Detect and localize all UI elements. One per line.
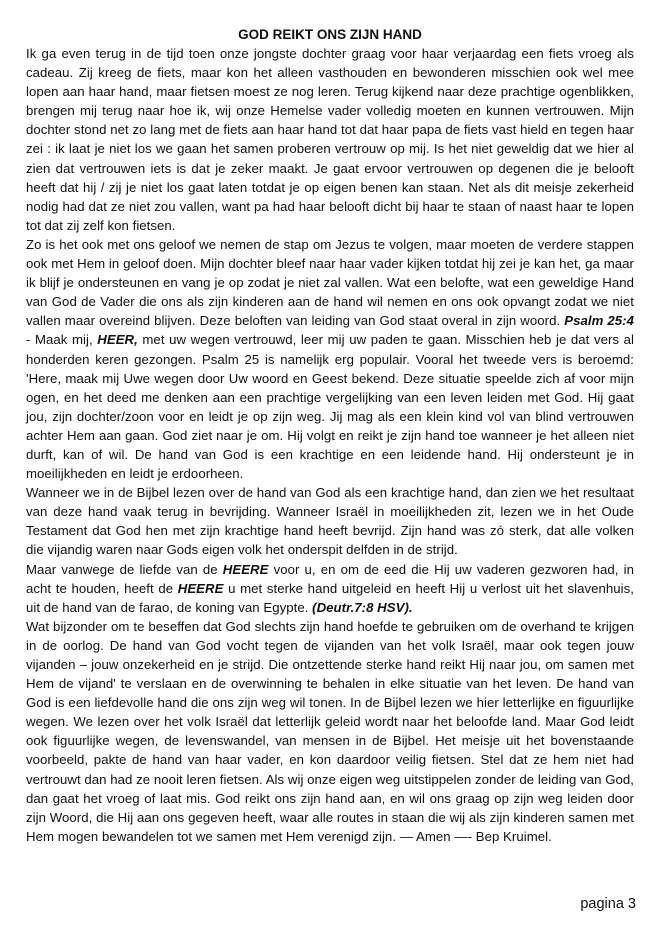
paragraph [26,617,634,846]
page-number: pagina 3 [580,896,636,912]
paragraph-text: voor u, en om de eed die Hij uw vaderen gezworen had, in acht te houden, heeft de [26,561,634,596]
paragraph-text: Wat bijzonder om te beseffen dat God slechts zijn hand hoefde te gebruiken om de overhand te krijgen in de oorlog. De hand van God vocht tegen de vijanden van het volk Israël, maar ook tegen jouw vijanden – jouw onzekerheid en je strijd. Die ontzettende sterke hand reikt Hij naar jou, om samen met Hem de vijand' te verslaan en de overwinning te behalen in elke situatie van het leven. De hand van God is een liefdevolle hand die ons zijn weg wil tonen. In de Bijbel lezen we hier letterlijke en figuurlijke wegen. We lezen over het volk Israël dat letterlijk geleid wordt naar het beloofde land. Maar God leidt ook figuurlijke wegen, de levenswandel, van mensen in de Bijbel. Het meisje uit het bovenstaande voorbeeld, pakte de hand van haar vader, en kon daardoor veilig fietsen. Stel dat ze hem niet had vertrouwt dan had ze nooit leren fietsen. Als wij onze eigen weg uitstippelen zonder de leiding van God, dan gaat het vroeg of laat mis. God reikt ons zijn hand aan, en wil ons graag op zijn weg leiden door zijn Woord, die Hij aan ons gegeven heeft, waar alle routes in staan die wij als zijn kinderen samen met Hem mogen bewandelen tot we samen met Hem verenigd zijn. — Amen —- Bep Kruimel. [26,618,634,844]
paragraph [26,560,634,617]
emphasis-text: HEERE [222,561,269,577]
emphasis-text: HEER, [97,332,138,348]
emphasis-text: (Deutr.7:8 HSV). [312,599,413,615]
paragraph [26,44,634,235]
paragraph-text: met uw wegen vertrouwd, leer mij uw paden te gaan. Misschien heb je dat vers al honderden keren gezongen. Psalm 25 is namelijk erg populair. Vooral het tweede vers is beroemd: 'Here, maak mij Uwe wegen door Uw woord en Geest bekend. Deze situatie speelde zich af voor mijn ogen, en het deed me denken aan een prachtige vergelijking van een leven leiden met God. Hij gaat jou, zijn dochter/zoon voor en leidt je op zijn weg. Jij mag als een klein kind vol van blind vertrouwen achter Hem aan gaan. God ziet naar je om. Hij volgt en reikt je zijn hand toe wanneer je het alleen niet durft, kan of wil. De hand van God is een krachtige en een leidende hand. Hij ondersteunt je in moeilijkheden en leidt je erdoorheen. [26,332,634,482]
paragraph-text: u met sterke hand uitgeleid en heeft Hij u verlost uit het slavenhuis, uit de hand van de farao, de koning van Egypte. [26,580,634,615]
paragraph-text: Zo is het ook met ons geloof we nemen de stap om Jezus te volgen, maar moeten de verdere stappen ook met Hem in geloof doen. Mijn dochter bleef naar haar vader kijken totdat hij zei je kan het, ga maar ik blijf je ondersteunen en vang je op zodat je niet zal vallen. Wat een belofte, wat een geweldige Hand van God de Vader die ons als zijn kinderen aan de hand wil nemen en ons ook opvangt zodat we niet vallen maar overeind blijven. Deze beloften van leiding van God staat overal in zijn woord. [26,236,634,329]
paragraph-text: Ik ga even terug in de tijd toen onze jongste dochter graag voor haar verjaardag een fiets vroeg als cadeau. Zij kreeg de fiets, maar kon het alleen vasthouden en bewonderen misschien ook wel mee lopen aan haar hand, maar fietsen moest ze nog leren. Terug kijkend naar deze prachtige ogenblikken, brengen mij terug naar hoe ik, wij onze Hemelse vader volledig moeten en kunnen vertrouwen. Mijn dochter stond net zo lang met de fiets aan haar hand tot dat haar papa de fiets vast hield en tegen haar zei : ik laat je niet los we gaan het samen proberen vertrouw op mij. Is het niet geweldig dat we hier al zien dat vertrouwen iets is dat je zeker maakt. Je gaat ervoor vertrouwen op degenen die je belooft heeft dat hij / zij je niet los gaat laten totdat je op eigen benen kan staan. Net als dit meisje zekerheid nodig had dat ze niet zou vallen, want pa had haar belooft dicht bij haar te staan of naast haar te lopen tot dat zij zelf kon fietsen. [26,46,634,233]
document-title: GOD REIKT ONS ZIJN HAND [238,27,422,42]
emphasis-text: Psalm 25:4 [564,313,634,329]
emphasis-text: HEERE [177,580,224,596]
paragraph-text: - Maak mij, [26,332,98,348]
document-body [26,44,634,846]
paragraph-text: Maar vanwege de liefde van de [26,561,223,577]
document-page [26,25,634,846]
paragraph-text: Wanneer we in de Bijbel lezen over de hand van God als een krachtige hand, dan zien we het resultaat van deze hand vaak terug in bevrijding. Wanneer Israël in moeilijkheden zit, lezen we in het Oude Testament dat God hen met zijn krachtige hand heeft bevrijd. Zijn hand was zó sterk, dat alle volken die vijandig waren naar Gods eigen volk het onderspit delfden in de strijd. [26,485,634,558]
paragraph [26,483,634,559]
paragraph [26,235,634,483]
